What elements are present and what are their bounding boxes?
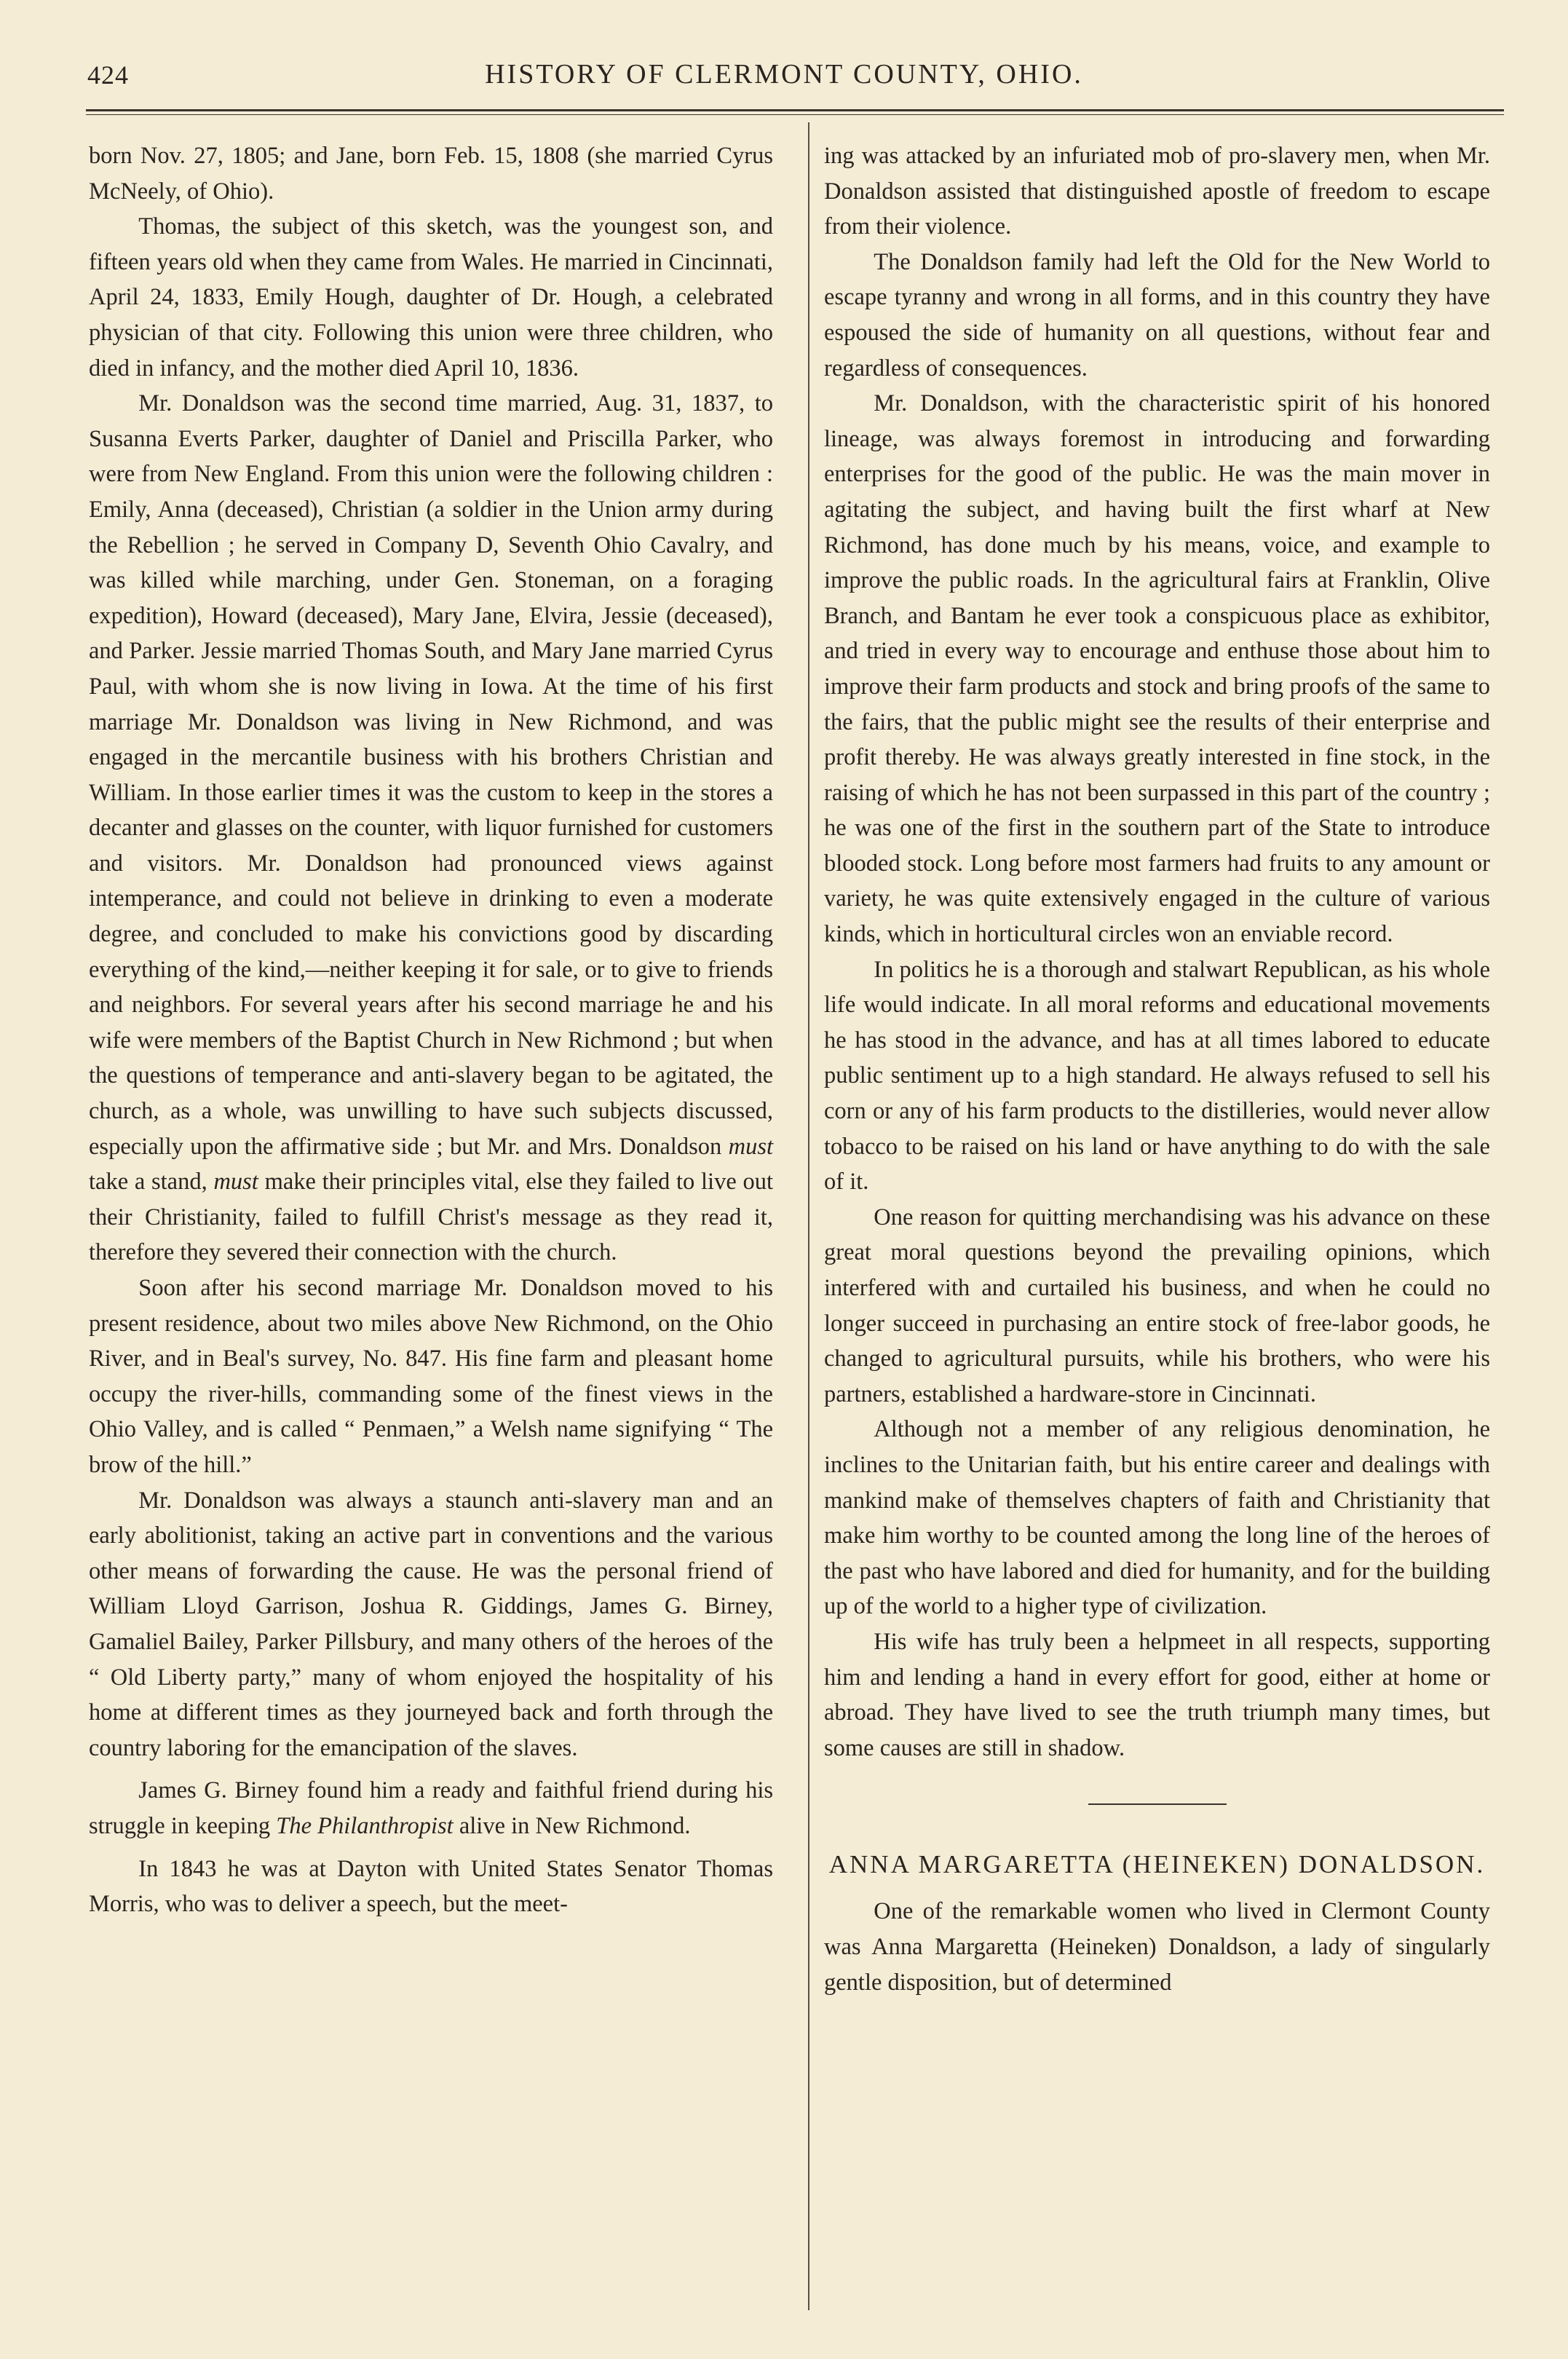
header-rule-thin (86, 114, 1504, 115)
paragraph: Mr. Donaldson, with the characteristic spirit of his honored lineage, was always foremost in introducing and forwarding enterprises for the good of the public. He was the main mover in agitating the subject, and having built the first wharf at New Richmond, has done much by his means, voice, and example to improve the public roads. In the agricultural fairs at Franklin, Olive Branch, and Bantam he ever took a conspicuous place as exhibitor, and tried in every way to encourage and enthuse those about him to improve their farm products and stock and bring proofs of the same to the fairs, that the public might see the results of their enterprise and profit thereby. He was always greatly interested in fine stock, in the raising of which he has not been surpassed in this part of the country ; he was one of the first in the southern part of the State to introduce blooded stock. Long before most farmers had fruits to any amount or variety, he was quite extensively engaged in the culture of various kinds, which in horticultural circles won an enviable record. (824, 390, 1490, 948)
right-column (824, 138, 1490, 2000)
paragraph: In 1843 he was at Dayton with United States Senator Thomas Morris, who was to deliver a speech, but the meet- (89, 1855, 773, 1918)
paragraph: Thomas, the subject of this sketch, was the youngest son, and fifteen years old when they came from Wales. He married in Cincinnati, April 24, 1833, Emily Hough, daughter of Dr. Hough, a celebrated physician of that city. Following this union were three children, who died in infancy, and the mother died April 10, 1836. (89, 213, 773, 382)
section-title: ANNA MARGARETTA (HEINEKEN) DONALDSON. (828, 1850, 1486, 1879)
paragraph (89, 386, 773, 1271)
text-run: take a stand, (89, 1169, 207, 1196)
book-title: The Philanthropist (276, 1812, 454, 1839)
paragraph: In politics he is a thorough and stalwart Republican, as his whole life would indicate. In all moral reforms and educational movements he has stood in the advance, and has at all times labored to educate public sentiment up to a high standard. He always refused to sell his corn or any of his farm products to the distilleries, would never allow tobacco to be raised on his land or have anything to do with the sale of it. (824, 956, 1490, 1196)
paragraph (89, 1773, 773, 1844)
text-run: alive in New Richmond. (459, 1812, 691, 1839)
column-divider (808, 122, 809, 2310)
page-number: 424 (87, 60, 129, 90)
section-divider (1088, 1803, 1227, 1805)
paragraph: Soon after his second marriage Mr. Donaldson moved to his present residence, about two miles above New Richmond, on the Ohio River, and in Beal's survey, No. 847. His fine farm and pleasant home occupy the river-hills, commanding some of the finest views in the Ohio Valley, and is called “ Penmaen,” a Welsh name signifying “ The brow of the hill.” (89, 1275, 773, 1478)
text-run: James G. Birney found him a ready and faithful friend during his struggle in keeping (89, 1777, 773, 1839)
emphasis: must (213, 1169, 258, 1196)
paragraph: One of the remarkable women who lived in Clermont County was Anna Margaretta (Heineken) Donaldson, a lady of singularly gentle disposition, but of determined (824, 1898, 1490, 1996)
paragraph: Although not a member of any religious denomination, he inclines to the Unitarian faith, but his entire career and dealings with mankind make of themselves chapters of faith and Christianity that make him worthy to be counted among the long line of the heroes of the past who have labored and died for humanity, and for the building up of the world to a higher type of civilization. (824, 1416, 1490, 1620)
text-run: Mr. Donaldson was the second time married, Aug. 31, 1837, to Susanna Everts Parker, daughter of Daniel and Priscilla Parker, who were from New England. From this union were the following children : Emily, Anna (deceased), Christian (a soldier in the Union army during the Rebellion ; he served in Company D, Seventh Ohio Cavalry, and was killed while marching, under Gen. Stoneman, on a foraging expedition), Howard (deceased), Mary Jane, Elvira, Jessie (deceased), and Parker. Jessie married Thomas South, and Mary Jane married Cyrus Paul, with whom she is now living in Iowa. At the time of his first marriage Mr. Donaldson was living in New Richmond, and was engaged in the mercantile business with his brothers Christian and William. In those earlier times it was the custom to keep in the stores a decanter and glasses on the counter, with liquor furnished for customers and visitors. Mr. Donaldson had pronounced views against intemperance, and could not believe in drinking to even a moderate degree, and concluded to make his convictions good by discarding everything of the kind,—neither keeping it for sale, or to give to friends and neighbors. For several years after his second marriage he and his wife were members of the Baptist Church in New Richmond ; but when the questions of temperance and anti-slavery began to be agitated, the church, as a whole, was unwilling to have such subjects discussed, especially upon the affirmative side ; but Mr. and Mrs. Donaldson (89, 390, 773, 1160)
emphasis: must (728, 1133, 774, 1160)
left-column (89, 138, 773, 1922)
paragraph: One reason for quitting merchandising was his advance on these great moral questions beyond the prevailing opinions, which interfered with and curtailed his business, and when he could no longer succeed in purchasing an entire stock of free-labor goods, he changed to agricultural pursuits, while his brothers, who were his partners, established a hardware-store in Cincinnati. (824, 1204, 1490, 1407)
paragraph: ing was attacked by an infuriated mob of pro-slavery men, when Mr. Donaldson assisted that distinguished apostle of freedom to escape from their violence. (824, 143, 1490, 240)
text-run: make their principles vital, else they failed to live out their Christianity, failed to fulfill Christ's message as they read it, therefore they severed their connection with the church. (89, 1169, 773, 1266)
paragraph: born Nov. 27, 1805; and Jane, born Feb. 15, 1808 (she married Cyrus McNeely, of Ohio). (89, 143, 773, 205)
paragraph: The Donaldson family had left the Old for the New World to escape tyranny and wrong in all forms, and in this country they have espoused the side of humanity on all questions, without fear and regardless of consequences. (824, 248, 1490, 382)
paragraph: His wife has truly been a helpmeet in all respects, supporting him and lending a hand in every effort for good, either at home or abroad. They have lived to see the truth triumph many times, but some causes are still in shadow. (824, 1628, 1490, 1761)
running-title: HISTORY OF CLERMONT COUNTY, OHIO. (485, 59, 1083, 90)
paragraph: Mr. Donaldson was always a staunch anti-slavery man and an early abolitionist, taking an active part in conventions and the various other means of forwarding the cause. He was the personal friend of William Lloyd Garrison, Joshua R. Giddings, James G. Birney, Gamaliel Bailey, Parker Pillsbury, and many others of the heroes of the “ Old Liberty party,” many of whom enjoyed the hospitality of his home at different times as they journeyed back and forth through the country laboring for the emancipation of the slaves. (89, 1487, 773, 1761)
header-rule (86, 109, 1504, 111)
